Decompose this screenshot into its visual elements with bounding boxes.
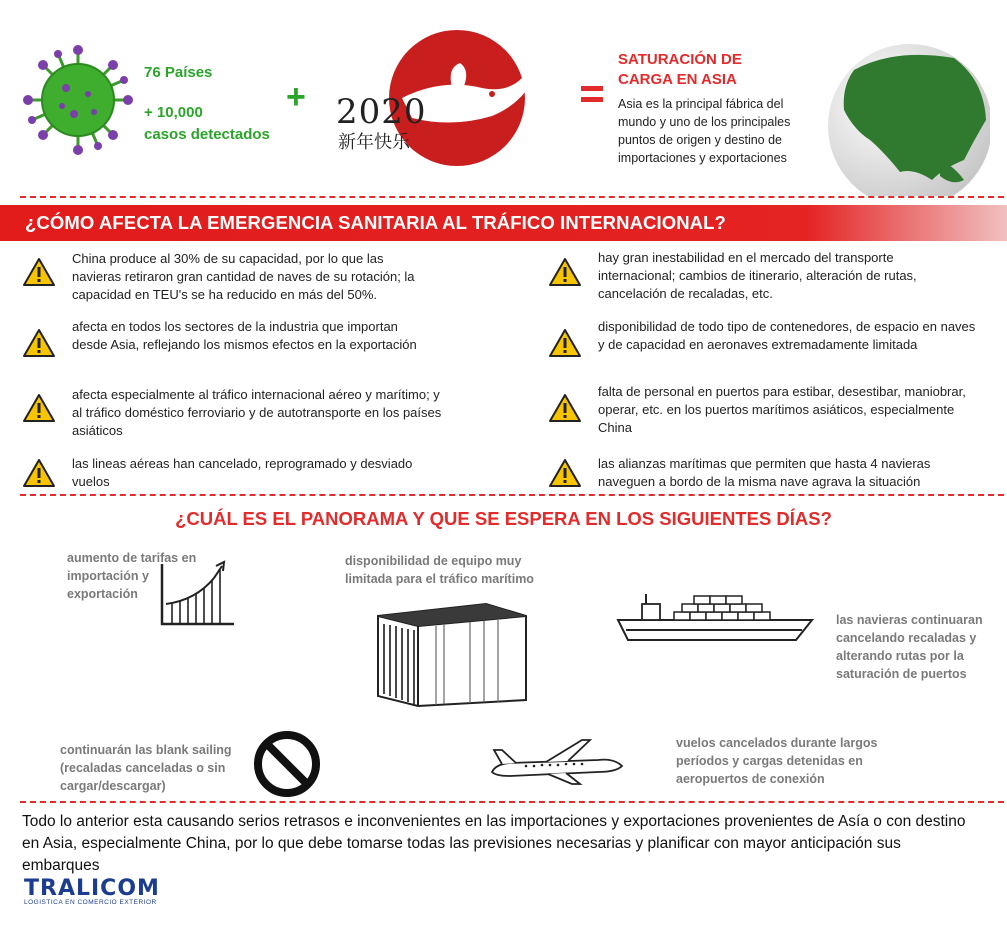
countries-count: 76 Países (144, 64, 213, 81)
warning-icon (22, 257, 56, 287)
warning-icon (548, 328, 582, 358)
plus-sign: + (286, 78, 306, 116)
divider-bottom (20, 801, 1004, 803)
section1-title: ¿CÓMO AFECTA LA EMERGENCIA SANITARIA AL TRÁFICO INTERNACIONAL? (25, 212, 726, 233)
year-text: 2020 (336, 92, 427, 132)
cargo-ship-icon (616, 590, 814, 650)
impact-item-left-1: China produce al 30% de su capacidad, por lo que las navieras retiraron gran cantidad de naves de su rotación; la capacidad en TEU's se ha reducido en más del 50%. (72, 251, 415, 302)
equals-sign (581, 86, 603, 108)
logo-tagline: LOGISTICA EN COMERCIO EXTERIOR (24, 899, 157, 906)
vuelos-text: vuelos cancelados durante largos períodos y cargas detenidas en aeropuertos de conexión (676, 736, 878, 786)
asia-title-line2: CARGA EN ASIA (618, 71, 737, 88)
cases-line1: + 10,000 (144, 104, 203, 121)
impact-item-left-2: afecta en todos los sectores de la industria que importan desde Asia, reflejando los mismos efectos en la exportación (72, 319, 417, 352)
divider-middle (20, 494, 1004, 496)
logo-name: TRALICOM (24, 876, 160, 901)
impact-item-right-4: las alianzas marítimas que permiten que hasta 4 navieras naveguen a bordo de la misma nave agrava la situación (598, 456, 931, 489)
section2-title: ¿CUÁL ES EL PANORAMA Y QUE SE ESPERA EN LOS SIGUIENTES DÍAS? (175, 508, 832, 529)
footer-text: Todo lo anterior esta causando serios retrasos e inconvenientes en las importaciones y exportaciones provenientes de Asía o con destino en Asia, especialmente China, por lo que debe tomarse todas las previsiones necesarias y planificar con mayor anticipación sus embarques (22, 813, 966, 874)
impact-item-right-1: hay gran inestabilidad en el mercado del transporte internacional; cambios de itinerario, alteración de rutas, cancelación de recaladas, etc. (598, 250, 917, 301)
equipo-text: disponibilidad de equipo muy limitada para el tráfico marítimo (345, 554, 534, 586)
tralicom-logo (24, 876, 160, 906)
prohibited-icon (252, 729, 322, 799)
warning-icon (22, 393, 56, 423)
asia-description: Asia es la principal fábrica del mundo y uno de los principales puntos de origen y destino de importaciones y exportaciones (618, 97, 791, 165)
chinese-greeting: 新年快乐 (338, 132, 410, 153)
divider-top (20, 196, 1004, 198)
tarifas-text: aumento de tarifas en importación y exportación (67, 551, 197, 601)
airplane-icon (486, 736, 626, 786)
section1-banner (0, 205, 1007, 241)
blank-sailing-text: continuarán las blank sailing (recaladas canceladas o sin cargar/descargar) (60, 743, 232, 793)
shipping-container-icon (374, 602, 530, 708)
virus-icon (22, 44, 134, 156)
warning-icon (22, 328, 56, 358)
warning-icon (548, 257, 582, 287)
warning-icon (548, 458, 582, 488)
globe-asia-icon (814, 40, 990, 196)
impact-item-right-2: disponibilidad de todo tipo de contenedores, de espacio en naves y de capacidad en aeronaves extremadamente limitada (598, 319, 976, 352)
impact-item-right-3: falta de personal en puertos para estibar, desestibar, maniobrar, operar, etc. en los puertos marítimos asiáticos, especialmente China (598, 384, 966, 435)
warning-icon (548, 393, 582, 423)
navieras-text: las navieras continuaran cancelando recaladas y alterando rutas por la saturación de puertos (836, 613, 983, 681)
warning-icon (22, 458, 56, 488)
impact-item-left-3: afecta especialmente al tráfico internacional aéreo y marítimo; y al tráfico doméstico ferroviario y de autotransporte en los países asiáticos (72, 387, 442, 438)
asia-title-line1: SATURACIÓN DE (618, 51, 742, 68)
asia-title (618, 50, 778, 90)
rising-chart-icon (156, 560, 236, 628)
virus-stats (144, 62, 270, 154)
impact-item-left-4: las lineas aéreas han cancelado, reprogramado y desviado vuelos (72, 456, 413, 489)
cases-line2: casos detectados (144, 126, 270, 143)
